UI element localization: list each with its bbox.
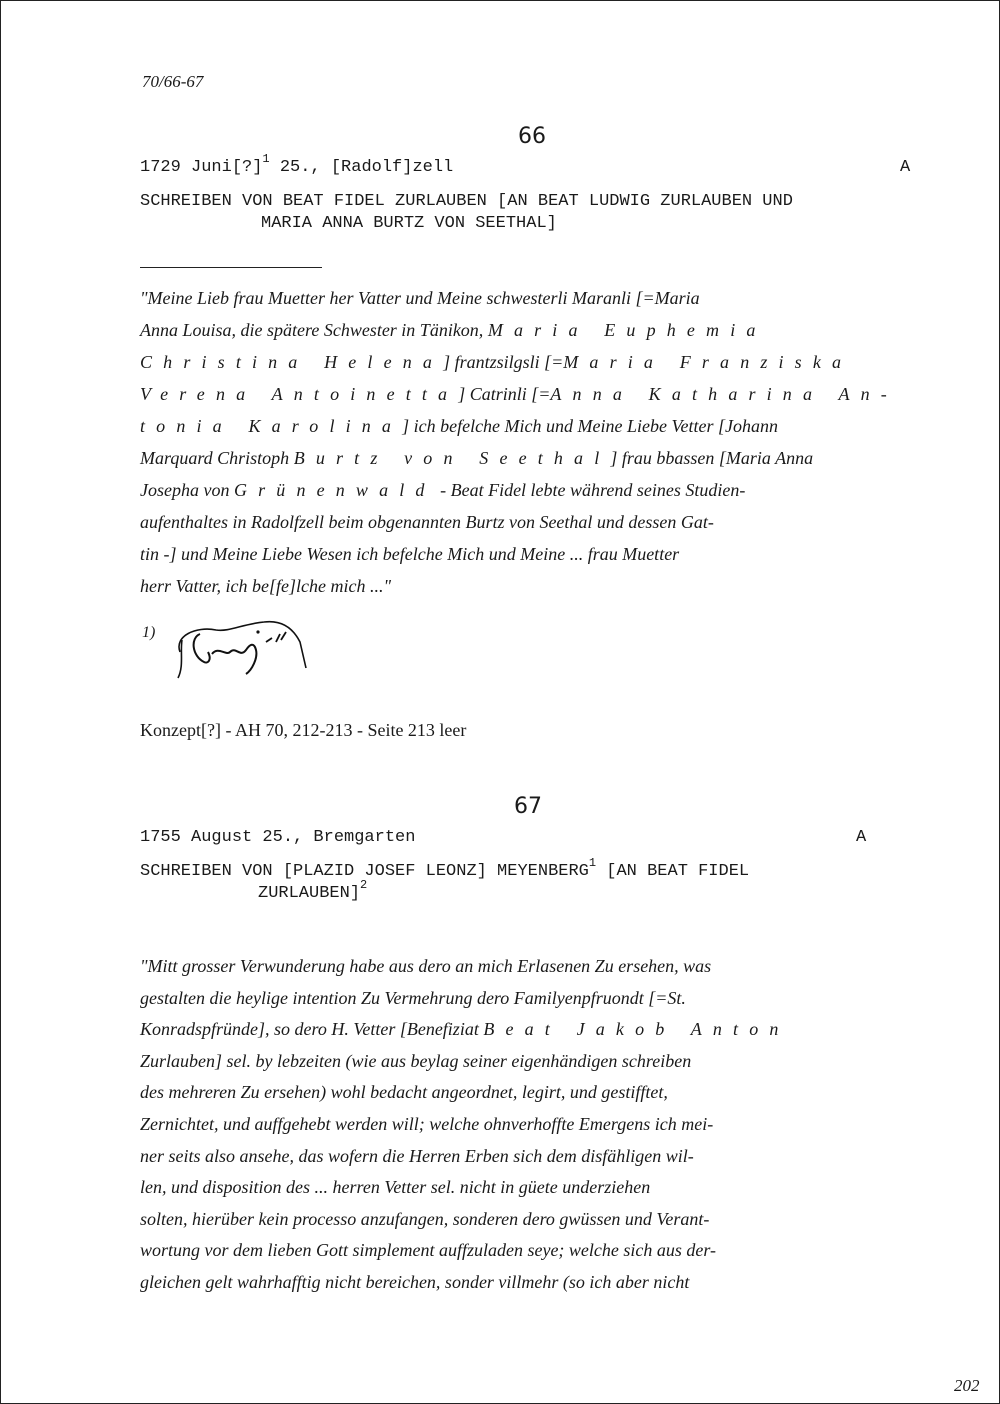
quote-line	[140, 1051, 691, 1072]
entry-67-heading-line-2	[258, 878, 368, 903]
quote-text: Anna Louisa, die spätere Schwester in Tänikon,	[140, 320, 488, 340]
quote-text: Zurlauben] sel. by lebzeiten (wie aus beylag seiner eigenhändigen schreiben	[140, 1050, 692, 1071]
spaced-name: Maria Franziska	[563, 352, 853, 372]
quote-line	[140, 512, 714, 533]
spaced-name: Anna Katharina An-	[550, 384, 898, 404]
quote-text: Marquard Christoph	[140, 448, 294, 468]
spaced-name: Beat Jakob Anton	[483, 1019, 790, 1040]
quote-line	[140, 352, 852, 373]
page-number: 202	[954, 1376, 980, 1395]
quote-text: "Mitt grosser Verwunderung habe aus dero an mich Erlasenen Zu ersehen, was	[140, 956, 712, 976]
quote-line	[140, 1082, 668, 1103]
quote-line	[140, 576, 391, 597]
entry-67-type-letter: A	[856, 828, 867, 847]
quote-text: ] ich befelche Mich und Meine Liebe Vetter [Johann	[402, 416, 778, 436]
page-reference: 70/66-67	[142, 72, 204, 91]
entry-66-type-letter: A	[900, 158, 911, 177]
spaced-name: Burtz von Seethal	[293, 448, 611, 468]
entry-66-heading-line-2: MARIA ANNA BURTZ VON SEETHAL]	[261, 214, 557, 233]
quote-text: ] Catrinli [=	[458, 384, 551, 404]
quote-line	[140, 1019, 790, 1040]
quote-line	[140, 956, 711, 977]
footnote-mark: 1)	[142, 624, 156, 641]
entry-66-heading-line-1: SCHREIBEN VON BEAT FIDEL ZURLAUBEN [AN BEAT LUDWIG ZURLAUBEN UND	[140, 192, 793, 211]
quote-line	[140, 1146, 694, 1167]
quote-text: len, und disposition des ... herren Vetter sel. nicht in güete underziehen	[140, 1177, 651, 1198]
entry-number-66: 66	[518, 124, 546, 149]
quote-text: ] frantzsilgsli [=	[443, 352, 564, 372]
quote-line	[140, 480, 745, 501]
quote-line	[140, 320, 767, 341]
quote-line	[140, 1240, 716, 1261]
entry-66-source: Konzept[?] - AH 70, 212-213 - Seite 213 leer	[140, 720, 467, 740]
quote-text: ner seits also ansehe, das wofern die Herren Erben sich dem disfähligen wil-	[140, 1145, 694, 1166]
quote-text: gleichen gelt wahrhafftig nicht bereichen, sonder villmehr (so ich aber nicht	[140, 1272, 690, 1292]
signature-image	[168, 612, 318, 688]
quote-text: Zernichtet, und auffgehebt werden will; welche ohnverhoffte Emergens ich mei-	[140, 1114, 714, 1134]
quote-line	[140, 416, 778, 437]
spaced-name: Verena Antoinetta	[140, 384, 459, 404]
entry-number-67: 67	[514, 794, 542, 819]
footnote-ref-1: 1	[588, 856, 597, 870]
quote-line	[140, 1209, 709, 1230]
quote-text: aufenthaltes in Radolfzell beim obgenannten Burtz von Seethal und dessen Gat-	[140, 512, 714, 532]
quote-line	[140, 448, 813, 469]
spaced-name: Christina Helena	[140, 352, 444, 372]
quote-text: Josepha von	[140, 480, 234, 500]
entry-66-date: 1729 Juni[?]	[140, 158, 263, 177]
spaced-name: Grünenwald	[233, 480, 436, 500]
entry-66-date-place	[140, 152, 454, 177]
spaced-name: tonia Karolina	[140, 416, 403, 436]
quote-line	[140, 384, 898, 405]
quote-line	[140, 288, 700, 309]
quote-text: des mehreren Zu ersehen) wohl bedacht angeordnet, legirt, und gestifftet,	[140, 1082, 668, 1103]
quote-line	[140, 1114, 713, 1135]
footnote-ref-1: 1	[262, 152, 270, 166]
quote-text: gestalten die heylige intention Zu Vermehrung dero Familyenpfruondt [=St.	[140, 987, 686, 1008]
quote-line	[140, 1272, 689, 1293]
quote-text: tin -] und Meine Liebe Wesen ich befelche Mich und Meine ... frau Muetter	[140, 544, 680, 564]
spaced-name: Maria Euphemia	[487, 320, 767, 340]
quote-text: "Meine Lieb frau Muetter her Vatter und Meine schwesterli Maranli [=Maria	[140, 288, 700, 308]
quote-text: Konradspfründe], so dero H. Vetter [Benefiziat	[140, 1019, 484, 1040]
quote-line	[140, 1177, 650, 1198]
quote-text: ] frau bbassen [Maria Anna	[610, 448, 814, 468]
quote-line	[140, 988, 686, 1009]
footnote-ref-2: 2	[360, 878, 368, 892]
entry-67-heading-2-text: ZURLAUBEN]	[258, 884, 361, 903]
quote-text: solten, hierüber kein processo anzufangen, sonderen dero gwüssen und Verant-	[140, 1208, 710, 1229]
quote-text: wortung vor dem lieben Gott simplement auffzuladen seye; welche sich aus der-	[140, 1240, 717, 1261]
quote-text: herr Vatter, ich be[fe]lche mich ..."	[140, 576, 392, 596]
quote-text: - Beat Fidel lebte während seines Studien-	[435, 480, 746, 500]
quote-line	[140, 544, 679, 565]
entry-67-heading-line-1	[140, 856, 750, 881]
entry-67-heading-text: SCHREIBEN VON [PLAZID JOSEF LEONZ] MEYENBERG	[140, 862, 589, 881]
entry-67-heading-text-end: [AN BEAT FIDEL	[596, 862, 750, 881]
separator-rule	[140, 267, 322, 268]
entry-67-date-place: 1755 August 25., Bremgarten	[140, 828, 416, 847]
entry-66-place: 25., [Radolf]zell	[269, 158, 454, 177]
